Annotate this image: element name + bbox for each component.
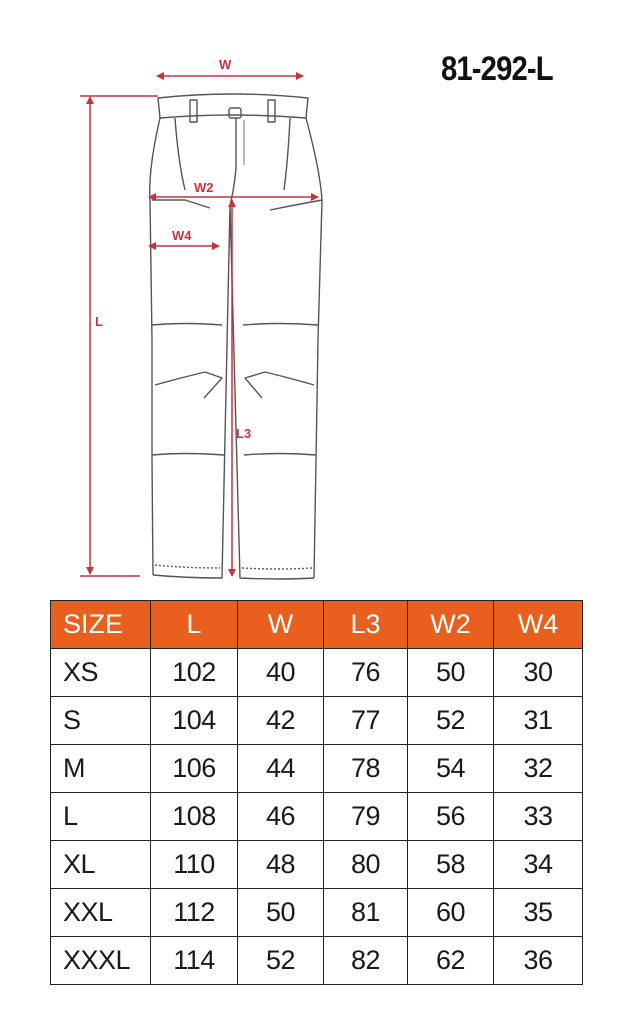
table-cell: 62 (408, 937, 494, 985)
table-cell: 78 (324, 745, 408, 793)
table-cell: 50 (408, 649, 494, 697)
trousers-outline (150, 94, 322, 579)
table-cell: 36 (494, 937, 583, 985)
table-cell: 81 (324, 889, 408, 937)
table-cell: 80 (324, 841, 408, 889)
table-cell: 104 (151, 697, 238, 745)
table-row (51, 649, 583, 697)
table-cell: 32 (494, 745, 583, 793)
table-cell: 34 (494, 841, 583, 889)
size-chart-table (50, 600, 583, 985)
size-cell: XXXL (51, 937, 151, 985)
header-w2: W2 (408, 601, 494, 649)
table-row (51, 889, 583, 937)
table-cell: 79 (324, 793, 408, 841)
table-cell: 40 (238, 649, 324, 697)
table-cell: 54 (408, 745, 494, 793)
table-cell: 52 (408, 697, 494, 745)
table-cell: 46 (238, 793, 324, 841)
l3-label: L3 (236, 426, 252, 441)
table-cell: 60 (408, 889, 494, 937)
table-cell: 82 (324, 937, 408, 985)
table-header-row (51, 601, 583, 649)
table-cell: 102 (151, 649, 238, 697)
table-cell: 33 (494, 793, 583, 841)
l-label: L (95, 314, 103, 329)
header-w4: W4 (494, 601, 583, 649)
size-cell: XL (51, 841, 151, 889)
table-row (51, 937, 583, 985)
size-cell: S (51, 697, 151, 745)
table-cell: 112 (151, 889, 238, 937)
size-cell: L (51, 793, 151, 841)
table-cell: 114 (151, 937, 238, 985)
table-cell: 48 (238, 841, 324, 889)
size-cell: XS (51, 649, 151, 697)
table-cell: 31 (494, 697, 583, 745)
header-w: W (238, 601, 324, 649)
header-l3: L3 (324, 601, 408, 649)
size-cell: XXL (51, 889, 151, 937)
product-code: 81-292-L (441, 50, 553, 88)
w4-label: W4 (172, 228, 192, 243)
w-label: W (219, 57, 232, 72)
table-cell: 56 (408, 793, 494, 841)
table-cell: 35 (494, 889, 583, 937)
table-cell: 52 (238, 937, 324, 985)
header-size: SIZE (51, 601, 151, 649)
size-cell: M (51, 745, 151, 793)
table-cell: 106 (151, 745, 238, 793)
table-cell: 77 (324, 697, 408, 745)
table-cell: 44 (238, 745, 324, 793)
table-row (51, 745, 583, 793)
dimension-lines (80, 76, 318, 576)
table-cell: 76 (324, 649, 408, 697)
table-cell: 42 (238, 697, 324, 745)
table-cell: 108 (151, 793, 238, 841)
w2-label: W2 (194, 180, 214, 195)
header-l: L (151, 601, 238, 649)
table-cell: 58 (408, 841, 494, 889)
table-row (51, 697, 583, 745)
table-cell: 30 (494, 649, 583, 697)
table-cell: 50 (238, 889, 324, 937)
table-row (51, 793, 583, 841)
table-row (51, 841, 583, 889)
table-cell: 110 (151, 841, 238, 889)
